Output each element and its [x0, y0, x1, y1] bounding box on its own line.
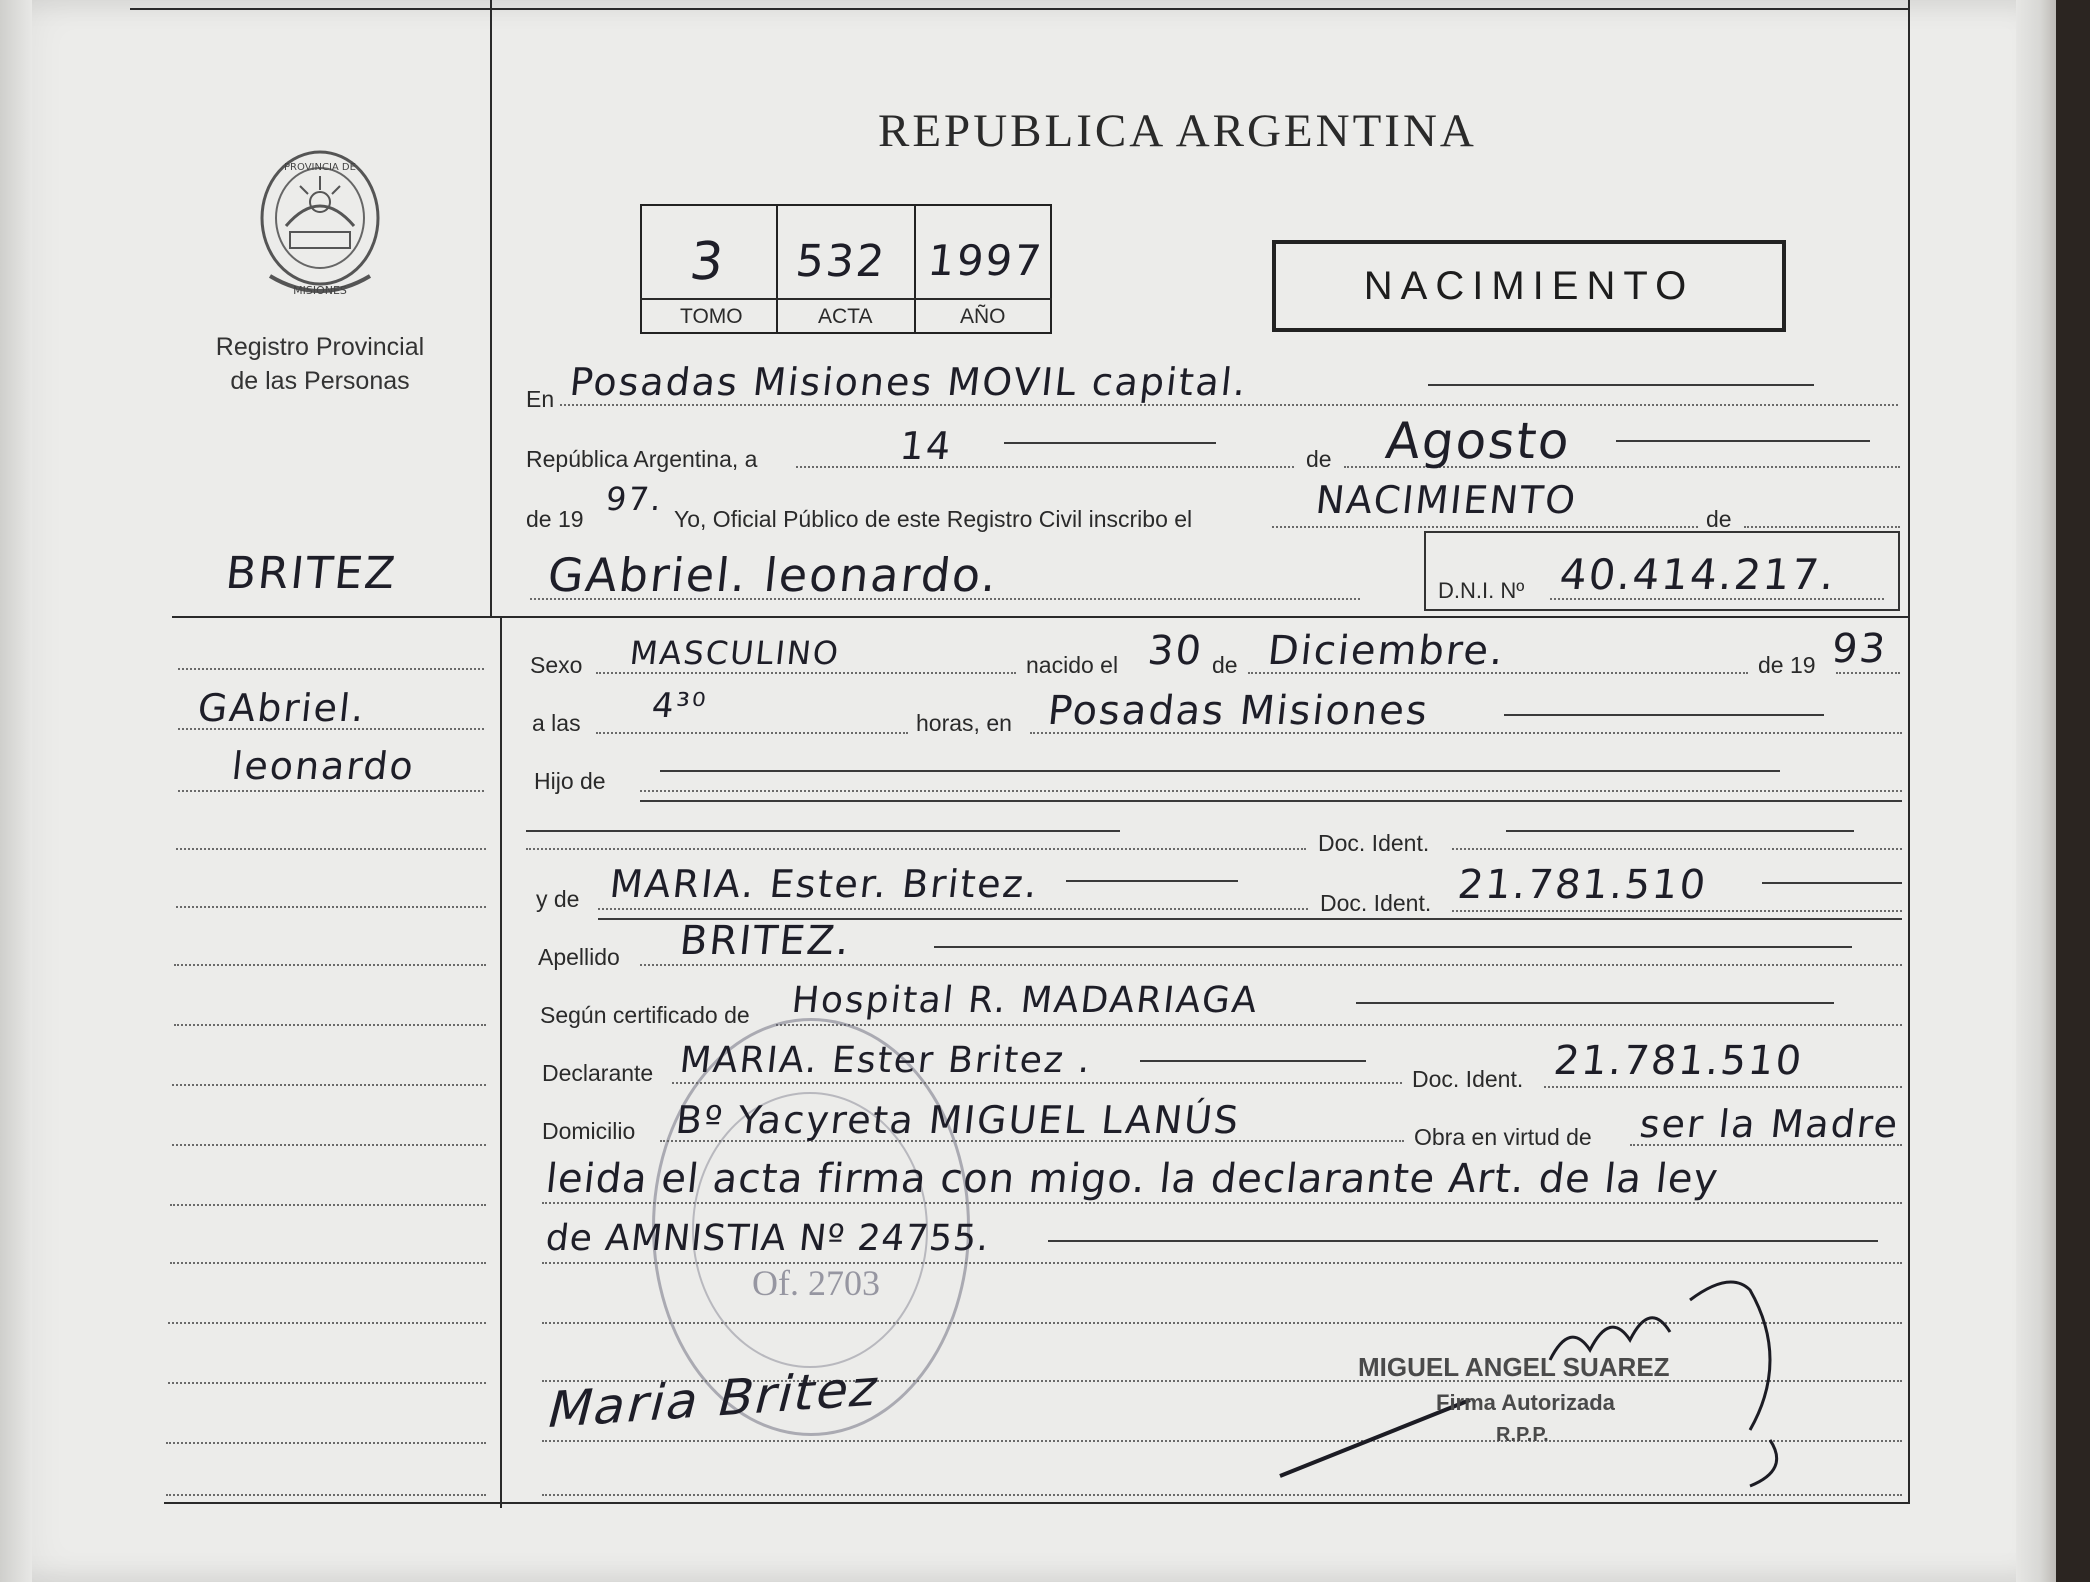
en-label: En	[526, 386, 555, 412]
child-full-name: GAbriel. leonardo.	[545, 548, 1002, 602]
act-type-box: NACIMIENTO	[1272, 240, 1786, 332]
margin-line	[178, 790, 484, 792]
address-value: Bº Yacyreta MIGUEL LANÚS	[673, 1098, 1243, 1142]
note-text-2: de AMNISTIA Nº 24755.	[543, 1218, 992, 1259]
day-filler	[1004, 442, 1216, 444]
father-doc-strike	[1506, 830, 1854, 832]
margin-surname: BRITEZ	[223, 548, 400, 599]
mother-name: MARIA. Ester. Britez.	[607, 862, 1042, 906]
stamp-office: Of. 2703	[752, 1263, 880, 1303]
margin-line	[172, 1144, 486, 1146]
by-virtue-label: Obra en virtud de	[1414, 1124, 1592, 1150]
registration-year: 97.	[604, 480, 665, 518]
place-line	[560, 404, 1898, 406]
margin-line	[176, 906, 486, 908]
declarant-line	[672, 1082, 1402, 1084]
margin-line	[166, 1494, 486, 1496]
day-line	[796, 466, 1294, 468]
mother-label: y de	[536, 886, 580, 912]
event-line	[1272, 526, 1698, 528]
father-doc-line	[1452, 848, 1902, 850]
year-label: de 19	[526, 506, 584, 532]
margin-given-1: GAbriel.	[195, 686, 369, 730]
country-title: REPUBLICA ARGENTINA	[878, 105, 1477, 157]
born-label: nacido el	[1026, 652, 1119, 678]
sex-line	[596, 672, 1016, 674]
surname-label: Apellido	[538, 944, 620, 970]
place-filler	[1428, 384, 1814, 386]
mother-doc-line	[1452, 910, 1902, 912]
margin-line	[172, 1084, 486, 1086]
month-filler	[1616, 440, 1870, 442]
book-spine	[0, 0, 32, 1582]
seal-text-bottom: MISIONES	[293, 284, 347, 297]
section-rule	[172, 616, 1908, 618]
declarant-doc-line	[1544, 1086, 1902, 1088]
registry-name	[160, 330, 480, 398]
margin-line	[168, 1382, 486, 1384]
margin-divider-bottom	[500, 618, 502, 1508]
de-label: de	[1306, 446, 1332, 472]
note-line-2	[542, 1262, 1902, 1264]
birth-year-line	[1836, 672, 1900, 674]
margin-line	[170, 1204, 486, 1206]
top-rule	[130, 8, 1910, 10]
registry-line-2: de las Personas	[230, 367, 410, 395]
mother-doc: 21.781.510	[1455, 862, 1710, 908]
birth-time: 4³⁰	[649, 686, 710, 726]
page-edge	[2016, 0, 2056, 1582]
declarant-signature: Maria Britez	[541, 1358, 887, 1440]
dni-value: 40.414.217.	[1557, 550, 1839, 599]
declarant-label: Declarante	[542, 1060, 654, 1086]
record-table-rule	[640, 298, 1052, 300]
margin-line	[168, 1322, 486, 1324]
doc-label-3: Doc. Ident.	[1412, 1066, 1524, 1092]
birth-year-label: de 19	[1758, 652, 1816, 678]
hours-label: horas, en	[916, 710, 1012, 736]
birth-year: 93	[1829, 626, 1890, 672]
de-label-2: de	[1706, 506, 1732, 532]
registration-day: 14	[897, 424, 955, 468]
de-line	[1744, 526, 1900, 528]
margin-line	[170, 1262, 486, 1264]
margin-line	[174, 1024, 486, 1026]
seal-text-top: PROVINCIA DE	[284, 162, 356, 173]
father-strike-2	[640, 800, 1902, 802]
at-label: a las	[532, 710, 581, 736]
address-label: Domicilio	[542, 1118, 636, 1144]
margin-line	[166, 1442, 486, 1444]
republic-label: República Argentina, a	[526, 446, 758, 472]
tomo-value: 3	[686, 232, 729, 292]
father-strike	[660, 770, 1780, 772]
margin-given-2: leonardo	[229, 744, 418, 788]
right-border	[1908, 0, 1910, 1502]
surname-filler	[934, 946, 1852, 948]
note-text-1: leida el acta firma con migo. la declarante Art. de la ley	[543, 1156, 1721, 1202]
provincial-seal-icon	[250, 146, 390, 306]
declarant-filler	[1140, 1060, 1366, 1062]
bottom-rule	[164, 1502, 1910, 1504]
officer-org: R.P.P.	[1496, 1424, 1549, 1446]
margin-line	[178, 668, 484, 670]
tomo-label: TOMO	[680, 305, 743, 328]
sex-label: Sexo	[530, 652, 583, 678]
officer-signature-icon	[1270, 1280, 1810, 1490]
margin-line	[178, 728, 484, 730]
cert-line	[776, 1024, 1902, 1026]
officer-text: Yo, Oficial Público de este Registro Civil inscribo el	[674, 506, 1193, 532]
father-name-line	[526, 848, 1306, 850]
surname-value: BRITEZ.	[677, 918, 854, 964]
declarant-value: MARIA. Ester Britez .	[677, 1040, 1094, 1081]
doc-label-2: Doc. Ident.	[1320, 890, 1432, 916]
anio-label: AÑO	[960, 305, 1006, 328]
officer-name: MIGUEL ANGEL SUAREZ	[1358, 1352, 1670, 1382]
mother-doc-filler	[1762, 882, 1902, 884]
anio-value: 1997	[925, 236, 1046, 285]
acta-label: ACTA	[818, 305, 873, 328]
cert-label: Según certificado de	[540, 1002, 750, 1028]
de-label-3: de	[1212, 652, 1238, 678]
doc-label: Doc. Ident.	[1318, 830, 1430, 856]
dni-label: D.N.I. Nº	[1438, 578, 1525, 603]
margin-line	[174, 964, 486, 966]
surname-line	[640, 964, 1902, 966]
birth-place-filler	[1504, 714, 1824, 716]
time-line	[596, 732, 908, 734]
birth-place: Posadas Misiones	[1045, 688, 1432, 734]
registration-month: Agosto	[1382, 412, 1574, 470]
note-line-6	[542, 1494, 1902, 1496]
cert-value: Hospital R. MADARIAGA	[789, 980, 1261, 1021]
officer-title: Firma Autorizada	[1436, 1390, 1615, 1415]
margin-line	[176, 848, 486, 850]
birth-day: 30	[1145, 628, 1206, 674]
note-line-1	[542, 1202, 1902, 1204]
father-line	[640, 790, 1902, 792]
note-filler	[1048, 1240, 1878, 1242]
acta-value: 532	[793, 236, 889, 287]
birth-month: Diciembre.	[1265, 628, 1508, 674]
margin-divider-top	[490, 0, 492, 618]
father-name-strike	[526, 830, 1120, 832]
registration-place: Posadas Misiones MOVIL capital.	[567, 360, 1250, 404]
mother-filler	[1066, 880, 1238, 882]
mother-line	[598, 908, 1308, 910]
sex-value: MASCULINO	[628, 634, 842, 672]
son-label: Hijo de	[534, 768, 606, 794]
registry-line-1: Registro Provincial	[215, 333, 425, 361]
event-value: NACIMIENTO	[1313, 478, 1580, 522]
declarant-doc: 21.781.510	[1551, 1038, 1806, 1084]
cert-filler	[1356, 1002, 1834, 1004]
by-virtue-value: ser la Madre	[1637, 1102, 1902, 1146]
